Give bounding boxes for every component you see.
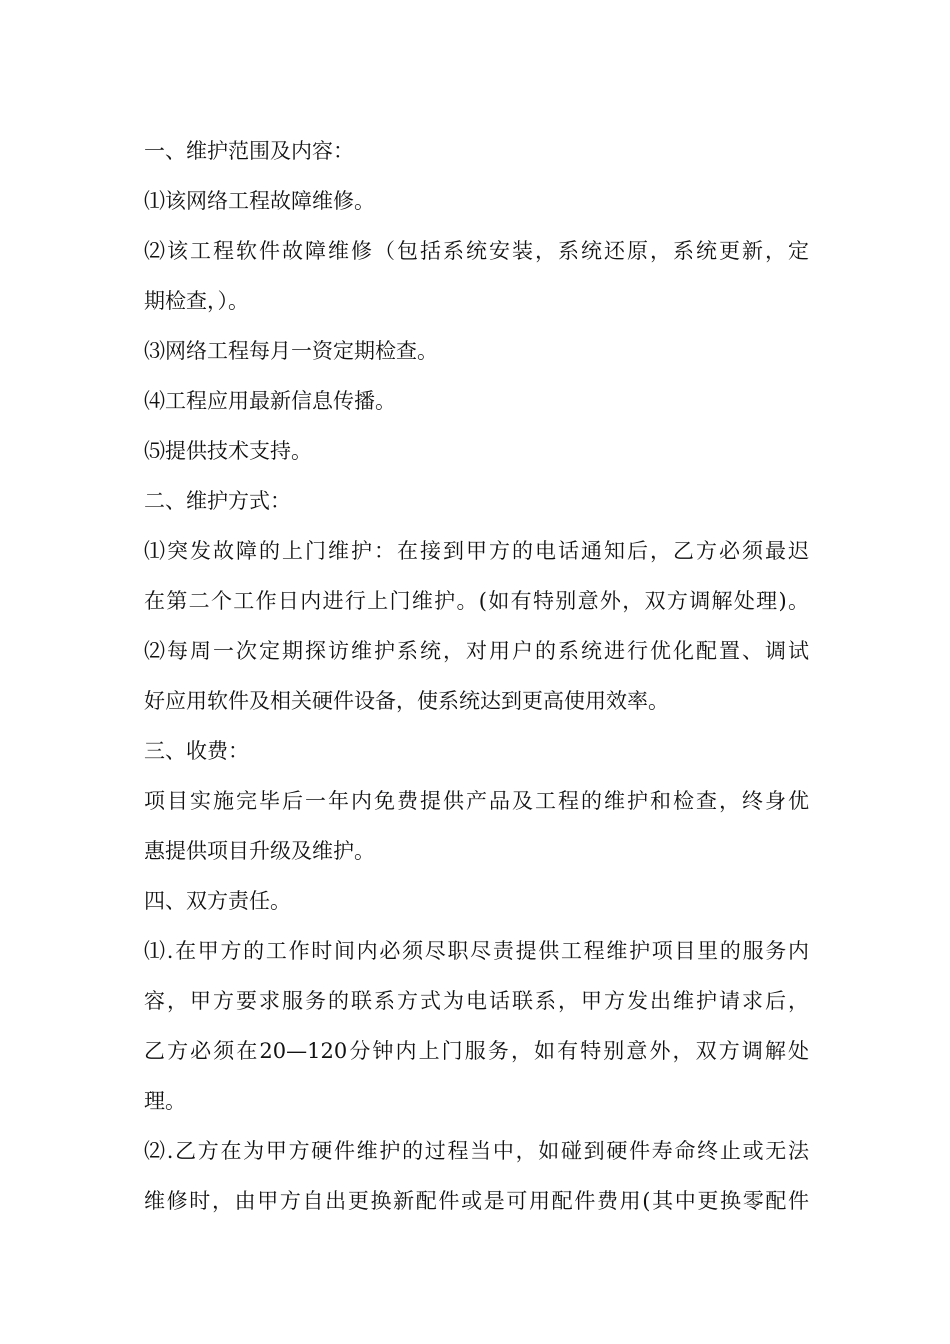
paragraph-line: ⑴突发故障的上门维护：在接到甲方的电话通知后，乙方必须最迟	[144, 539, 809, 563]
paragraph-line: ⑵每周一次定期探访维护系统，对用户的系统进行优化配置、调试	[144, 639, 809, 663]
paragraph-line: 乙方必须在20—120分钟内上门服务，如有特别意外，双方调解处	[144, 1039, 809, 1063]
section-heading: 一、维护范围及内容：	[144, 139, 354, 163]
paragraph-line: 在第二个工作日内进行上门维护。(如有特别意外，双方调解处理)。	[144, 589, 809, 613]
paragraph-line: 期检查，）。	[144, 289, 249, 313]
section-heading: 四、双方责任。	[144, 889, 291, 913]
document-body	[144, 126, 809, 1226]
paragraph-line: 容，甲方要求服务的联系方式为电话联系，甲方发出维护请求后，	[144, 989, 809, 1013]
paragraph-line: ⑵该工程软件故障维修（包括系统安装，系统还原，系统更新，定	[144, 239, 809, 263]
section-heading: 二、维护方式：	[144, 489, 291, 513]
paragraph-line: ⑷工程应用最新信息传播。	[144, 389, 396, 413]
paragraph-line: ⑶网络工程每月一资定期检查。	[144, 339, 438, 363]
paragraph-line: 惠提供项目升级及维护。	[144, 839, 375, 863]
paragraph-line: 好应用软件及相关硬件设备，使系统达到更高使用效率。	[144, 689, 669, 713]
paragraph-line: 维修时，由甲方自出更换新配件或是可用配件费用(其中更换零配件	[144, 1189, 809, 1213]
paragraph-line: ⑵.乙方在为甲方硬件维护的过程当中，如碰到硬件寿命终止或无法	[144, 1139, 809, 1163]
section-heading: 三、收费：	[144, 739, 249, 763]
paragraph-line: 项目实施完毕后一年内免费提供产品及工程的维护和检查，终身优	[144, 789, 809, 813]
paragraph-line: ⑴.在甲方的工作时间内必须尽职尽责提供工程维护项目里的服务内	[144, 939, 809, 963]
paragraph-line: ⑸提供技术支持。	[144, 439, 312, 463]
paragraph-line: ⑴该网络工程故障维修。	[144, 189, 375, 213]
paragraph-line: 理。	[144, 1089, 186, 1113]
